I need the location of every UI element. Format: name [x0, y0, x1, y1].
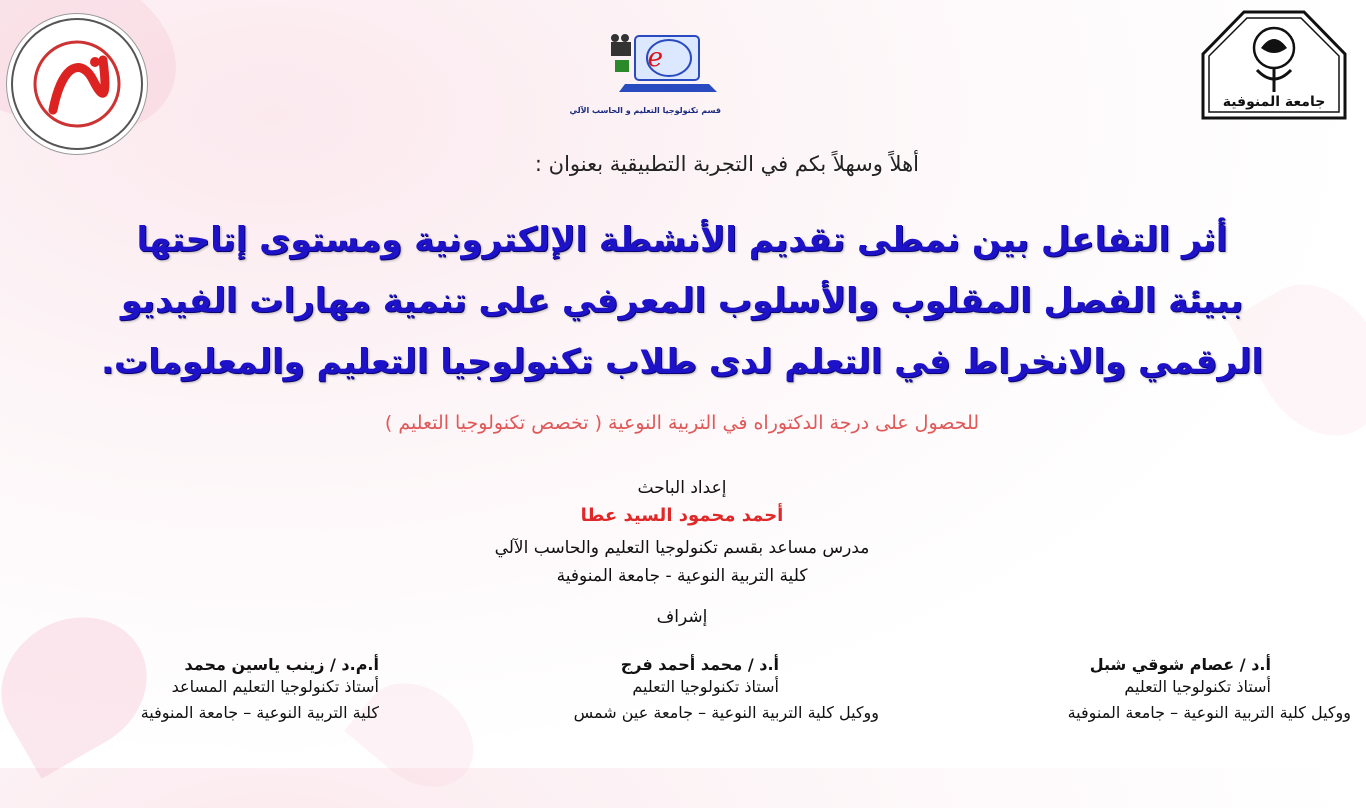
- department-logo: [570, 28, 722, 116]
- supervisor-title: أستاذ تكنولوجيا التعليم: [633, 677, 780, 696]
- accreditation-logo-text: [14, 20, 15, 21]
- university-logo: [1200, 8, 1350, 126]
- supervisor-name: أ.د / محمد أحمد فرج: [621, 655, 780, 674]
- supervisor-name: أ.د / عصام شوقي شبل: [1090, 655, 1272, 674]
- supervisor-card: [40, 655, 380, 726]
- researcher-role: مدرس مساعد بقسم تكنولوجيا التعليم والحاسب الآلي: [495, 538, 871, 558]
- degree-text: للحصول على درجة الدكتوراه في التربية النوعية ( تخصص تكنولوجيا التعليم ): [385, 412, 981, 434]
- researcher-label: إعداد الباحث: [638, 478, 728, 498]
- supervisor-title: أستاذ تكنولوجيا التعليم: [1125, 677, 1272, 696]
- supervision-label: إشراف: [657, 607, 709, 627]
- department-logo-caption: قسم تكنولوجيا التعليم و الحاسب الآلي: [570, 106, 722, 115]
- supervisor-card: [450, 655, 880, 726]
- supervisor-title: أستاذ تكنولوجيا التعليم المساعد: [172, 677, 380, 696]
- welcome-text: أهلاً وسهلاً بكم في التجربة التطبيقية بعنوان :: [535, 152, 920, 176]
- thesis-title-line: أثر التفاعل بين نمطى تقديم الأنشطة الإلكترونية ومستوى إتاحتها: [137, 220, 1229, 260]
- supervisor-card: [952, 655, 1352, 726]
- accreditation-logo: [12, 18, 144, 150]
- university-logo-caption: جامعة المنوفية: [1223, 94, 1327, 110]
- svg-text:e: e: [648, 43, 664, 73]
- supervisor-affiliation: ووكيل كلية التربية النوعية – جامعة المنوفية: [1068, 703, 1352, 722]
- thesis-title: [30, 210, 1336, 393]
- supervisor-name: أ.م.د / زينب ياسين محمد: [185, 655, 380, 674]
- accreditation-emblem-icon: [14, 20, 142, 148]
- elearning-laptop-icon: [602, 28, 722, 100]
- researcher-name: أحمد محمود السيد عطا: [581, 505, 785, 526]
- thesis-title-line: الرقمي والانخراط في التعلم لدى طلاب تكنولوجيا التعليم والمعلومات.: [102, 342, 1264, 382]
- supervisor-affiliation: ووكيل كلية التربية النوعية – جامعة عين شمس: [574, 703, 880, 722]
- researcher-faculty: كلية التربية النوعية - جامعة المنوفية: [557, 566, 809, 586]
- thesis-title-line: ببيئة الفصل المقلوب والأسلوب المعرفي على تنمية مهارات الفيديو: [121, 281, 1245, 321]
- supervisor-affiliation: كلية التربية النوعية – جامعة المنوفية: [141, 703, 380, 722]
